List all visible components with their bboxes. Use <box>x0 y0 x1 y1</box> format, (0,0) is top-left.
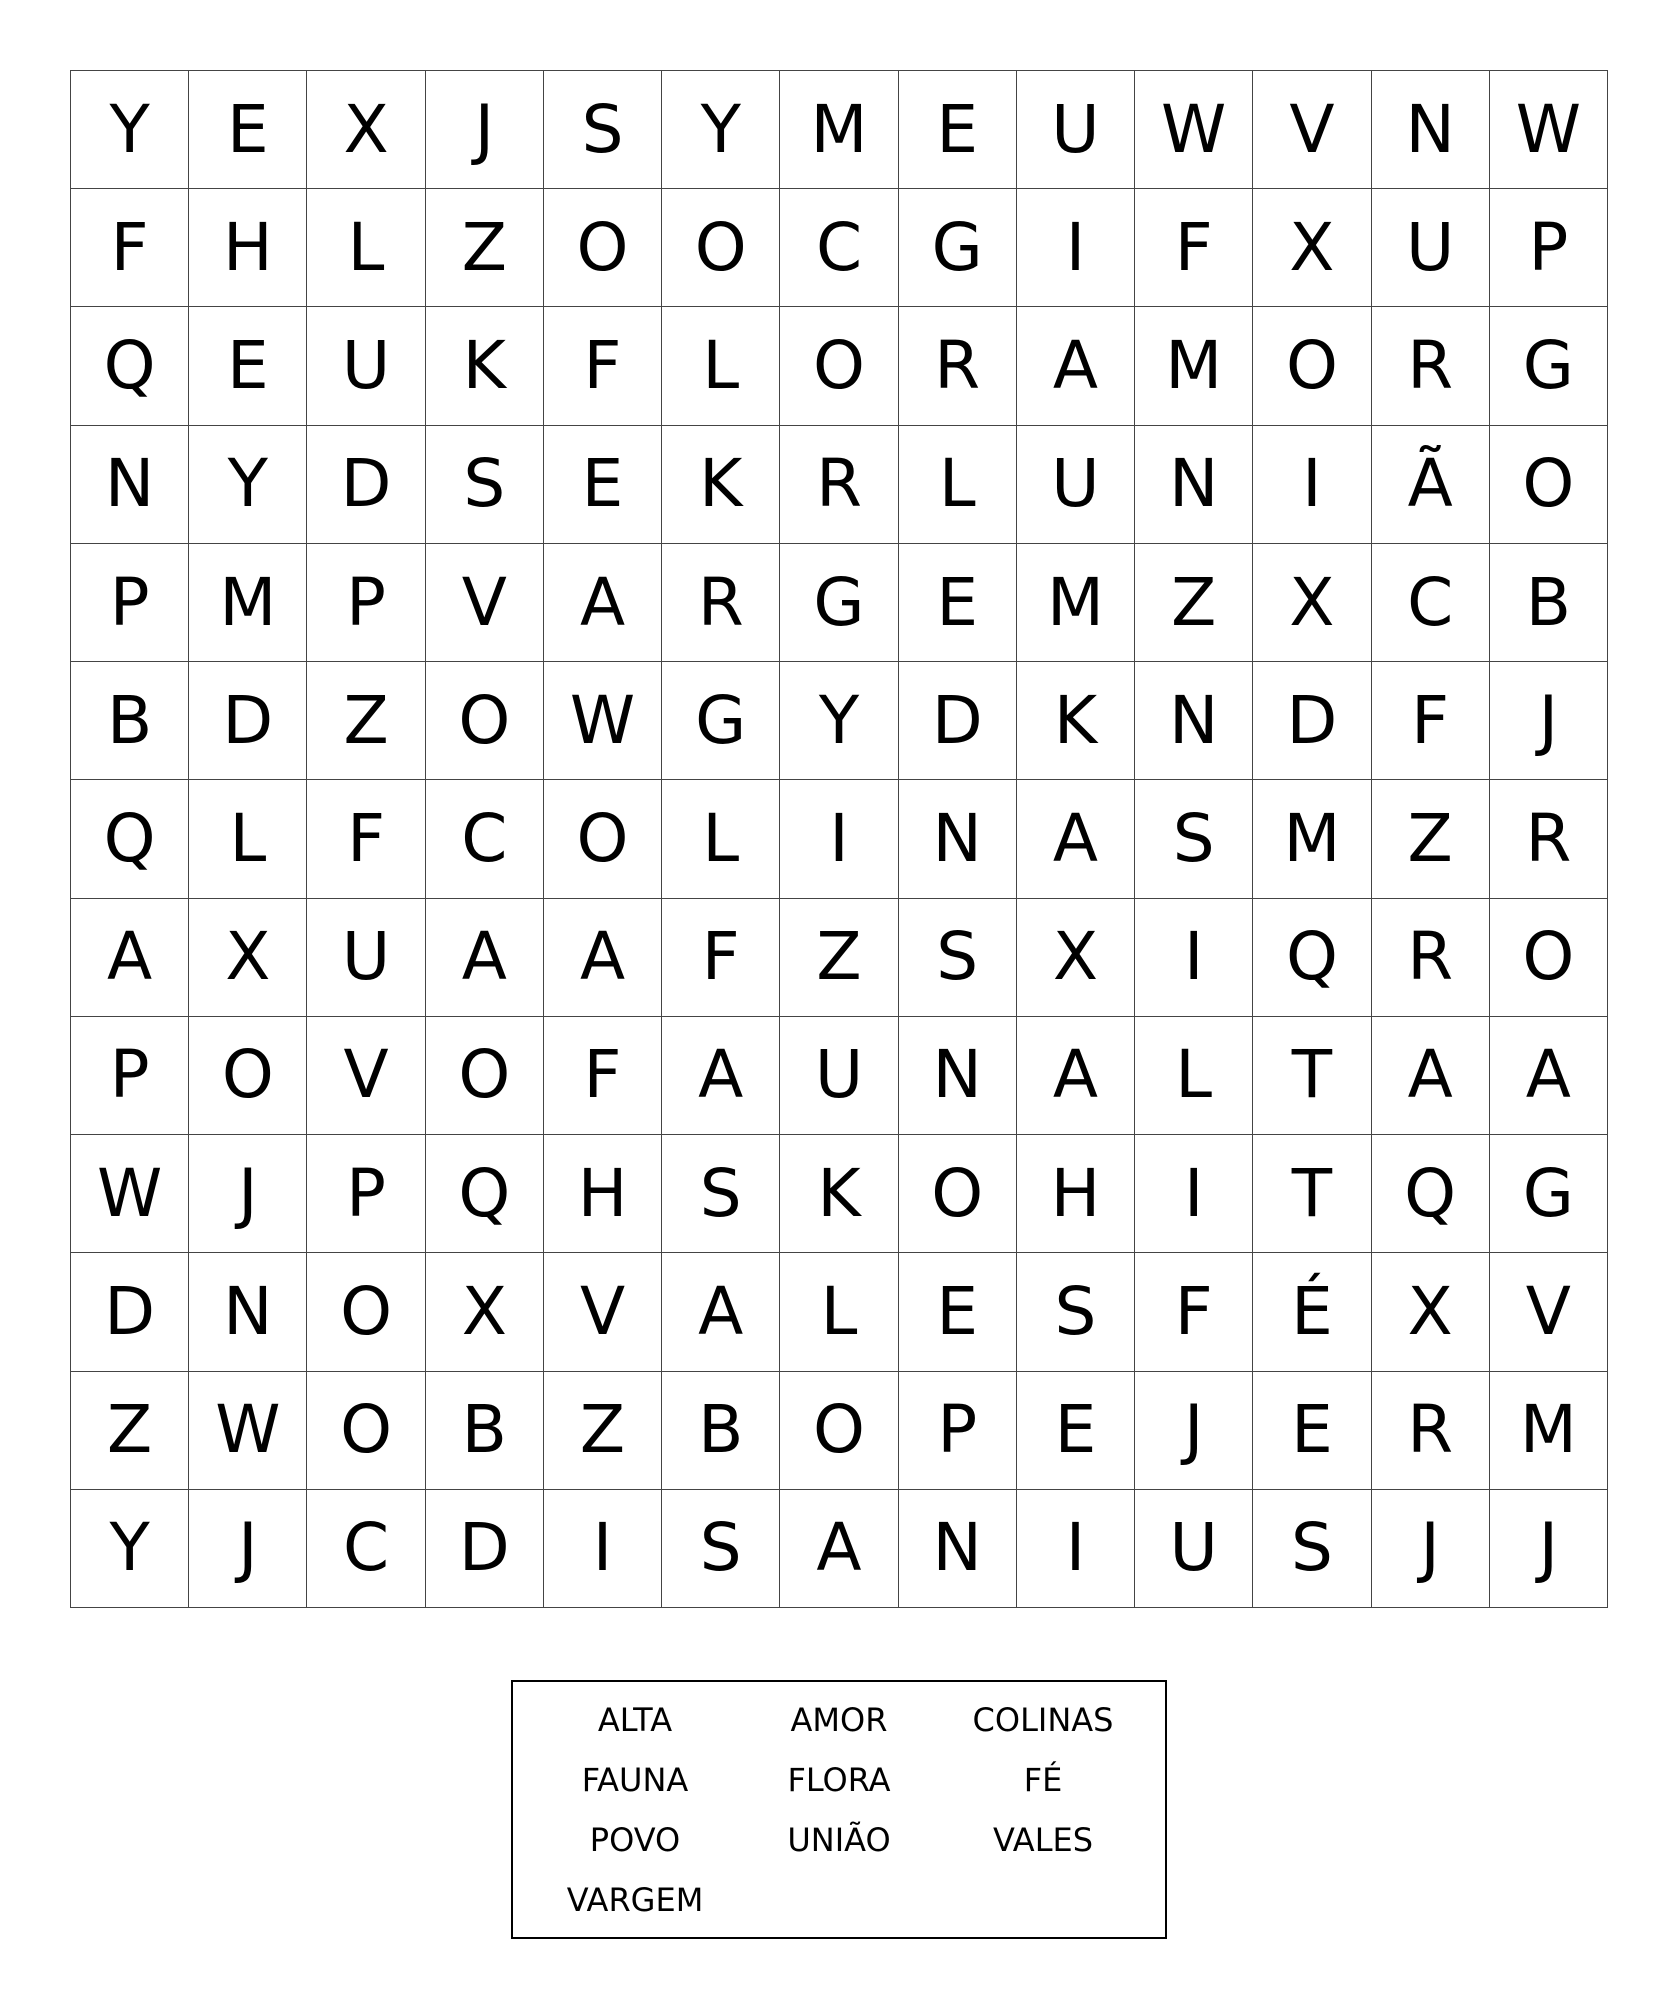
grid-cell[interactable]: B <box>1490 544 1608 662</box>
grid-cell[interactable]: Q <box>426 1135 544 1253</box>
grid-cell[interactable]: S <box>426 426 544 544</box>
grid-cell[interactable]: E <box>189 307 307 425</box>
grid-cell[interactable]: J <box>189 1135 307 1253</box>
grid-cell[interactable]: N <box>1372 71 1490 189</box>
grid-cell[interactable]: O <box>662 189 780 307</box>
grid-cell[interactable]: M <box>780 71 898 189</box>
word-list-item: UNIÃO <box>787 1821 891 1859</box>
grid-cell[interactable]: Q <box>1253 899 1371 1017</box>
grid-cell[interactable]: G <box>780 544 898 662</box>
grid-cell[interactable]: O <box>426 1017 544 1135</box>
word-list-item: VALES <box>992 1821 1094 1859</box>
grid-cell[interactable]: Z <box>71 1372 189 1490</box>
grid-cell[interactable]: Y <box>71 71 189 189</box>
grid-cell[interactable]: A <box>1017 1017 1135 1135</box>
grid-cell[interactable]: O <box>1253 307 1371 425</box>
grid-cell[interactable]: R <box>899 307 1017 425</box>
word-list-item: FLORA <box>787 1761 891 1799</box>
grid-cell[interactable]: A <box>1017 307 1135 425</box>
grid-cell[interactable]: I <box>1017 1490 1135 1608</box>
grid-cell[interactable]: B <box>71 662 189 780</box>
grid-cell[interactable]: S <box>544 71 662 189</box>
grid-cell[interactable]: L <box>189 780 307 898</box>
grid-cell[interactable]: F <box>662 899 780 1017</box>
grid-cell[interactable]: S <box>1253 1490 1371 1608</box>
grid-cell[interactable]: I <box>1135 899 1253 1017</box>
grid-cell[interactable]: S <box>899 899 1017 1017</box>
grid-cell[interactable]: U <box>780 1017 898 1135</box>
grid-cell[interactable]: Ã <box>1372 426 1490 544</box>
grid-cell[interactable]: A <box>1490 1017 1608 1135</box>
grid-cell[interactable]: M <box>189 544 307 662</box>
grid-cell[interactable]: K <box>1017 662 1135 780</box>
grid-cell[interactable]: W <box>189 1372 307 1490</box>
grid-cell[interactable]: W <box>71 1135 189 1253</box>
grid-cell[interactable]: K <box>780 1135 898 1253</box>
grid-cell[interactable]: U <box>307 899 425 1017</box>
grid-cell[interactable]: V <box>307 1017 425 1135</box>
grid-cell[interactable]: A <box>662 1253 780 1371</box>
grid-cell[interactable]: N <box>189 1253 307 1371</box>
grid-cell[interactable]: Z <box>307 662 425 780</box>
grid-cell[interactable]: N <box>71 426 189 544</box>
grid-cell[interactable]: E <box>189 71 307 189</box>
grid-cell[interactable]: P <box>1490 189 1608 307</box>
grid-cell[interactable]: O <box>544 189 662 307</box>
grid-cell[interactable]: X <box>1253 189 1371 307</box>
grid-cell[interactable]: S <box>662 1490 780 1608</box>
grid-cell[interactable]: E <box>544 426 662 544</box>
grid-cell[interactable]: U <box>307 307 425 425</box>
grid-cell[interactable]: D <box>307 426 425 544</box>
grid-cell[interactable]: Y <box>189 426 307 544</box>
grid-cell[interactable]: L <box>307 189 425 307</box>
grid-cell[interactable]: O <box>307 1253 425 1371</box>
grid-cell[interactable]: A <box>662 1017 780 1135</box>
grid-cell[interactable]: J <box>426 71 544 189</box>
grid-cell[interactable]: Z <box>1135 544 1253 662</box>
grid-cell[interactable]: H <box>544 1135 662 1253</box>
grid-cell[interactable]: L <box>899 426 1017 544</box>
grid-cell[interactable]: X <box>426 1253 544 1371</box>
grid-cell[interactable]: F <box>1135 189 1253 307</box>
word-list-item: FAUNA <box>581 1761 689 1799</box>
grid-cell[interactable]: I <box>780 780 898 898</box>
grid-cell[interactable]: N <box>1135 426 1253 544</box>
grid-cell[interactable]: K <box>662 426 780 544</box>
grid-cell[interactable]: F <box>544 307 662 425</box>
word-list-item: VARGEM <box>566 1881 704 1919</box>
grid-cell[interactable]: D <box>426 1490 544 1608</box>
grid-cell[interactable]: R <box>1372 1372 1490 1490</box>
grid-cell[interactable]: S <box>1017 1253 1135 1371</box>
grid-cell[interactable]: Y <box>780 662 898 780</box>
word-list-item: AMOR <box>790 1701 888 1739</box>
grid-cell[interactable]: P <box>71 1017 189 1135</box>
grid-cell[interactable]: U <box>1017 426 1135 544</box>
grid-cell[interactable]: O <box>1490 426 1608 544</box>
grid-cell[interactable]: M <box>1490 1372 1608 1490</box>
grid-cell[interactable]: I <box>544 1490 662 1608</box>
grid-cell[interactable]: A <box>426 899 544 1017</box>
grid-cell[interactable]: R <box>1490 780 1608 898</box>
grid-cell[interactable]: Z <box>780 899 898 1017</box>
grid-cell[interactable]: O <box>899 1135 1017 1253</box>
letter-grid <box>70 70 1608 1608</box>
grid-cell[interactable]: X <box>1253 544 1371 662</box>
grid-cell[interactable]: B <box>662 1372 780 1490</box>
grid-cell[interactable]: N <box>899 1017 1017 1135</box>
grid-cell[interactable]: B <box>426 1372 544 1490</box>
grid-cell[interactable]: Y <box>71 1490 189 1608</box>
word-list-box <box>511 1680 1167 1939</box>
grid-cell[interactable]: F <box>1372 662 1490 780</box>
grid-cell[interactable]: O <box>1490 899 1608 1017</box>
grid-cell[interactable]: J <box>1490 1490 1608 1608</box>
grid-cell[interactable]: Q <box>71 307 189 425</box>
grid-cell[interactable]: U <box>1017 71 1135 189</box>
grid-cell[interactable]: R <box>1372 899 1490 1017</box>
grid-cell[interactable]: E <box>1253 1372 1371 1490</box>
grid-cell[interactable]: M <box>1253 780 1371 898</box>
grid-cell[interactable]: C <box>780 189 898 307</box>
word-list-item: ALTA <box>597 1701 673 1739</box>
grid-cell[interactable]: A <box>71 899 189 1017</box>
grid-cell[interactable]: G <box>899 189 1017 307</box>
grid-cell[interactable]: E <box>899 71 1017 189</box>
grid-cell[interactable]: F <box>307 780 425 898</box>
grid-cell[interactable]: I <box>1253 426 1371 544</box>
grid-cell[interactable]: D <box>189 662 307 780</box>
grid-cell[interactable]: E <box>1017 1372 1135 1490</box>
grid-cell[interactable]: G <box>1490 307 1608 425</box>
grid-cell[interactable]: É <box>1253 1253 1371 1371</box>
grid-cell[interactable]: G <box>662 662 780 780</box>
grid-cell[interactable]: N <box>899 1490 1017 1608</box>
grid-cell[interactable]: W <box>1490 71 1608 189</box>
grid-cell[interactable]: Y <box>662 71 780 189</box>
grid-cell[interactable]: L <box>662 780 780 898</box>
grid-cell[interactable]: C <box>307 1490 425 1608</box>
grid-cell[interactable]: X <box>307 71 425 189</box>
grid-cell[interactable]: T <box>1253 1135 1371 1253</box>
grid-cell[interactable]: L <box>780 1253 898 1371</box>
grid-cell[interactable]: A <box>780 1490 898 1608</box>
grid-cell[interactable]: M <box>1017 544 1135 662</box>
word-list-item: POVO <box>589 1821 681 1859</box>
grid-cell[interactable]: V <box>544 1253 662 1371</box>
grid-cell[interactable]: R <box>662 544 780 662</box>
grid-cell[interactable]: J <box>1372 1490 1490 1608</box>
grid-cell[interactable]: Q <box>1372 1135 1490 1253</box>
grid-cell[interactable]: S <box>662 1135 780 1253</box>
grid-cell[interactable]: I <box>1135 1135 1253 1253</box>
grid-cell[interactable]: V <box>1253 71 1371 189</box>
word-list-item: FÉ <box>1023 1761 1063 1799</box>
grid-cell[interactable]: L <box>662 307 780 425</box>
grid-cell[interactable]: F <box>544 1017 662 1135</box>
grid-cell[interactable]: P <box>307 1135 425 1253</box>
grid-cell[interactable]: K <box>426 307 544 425</box>
grid-cell[interactable]: Z <box>544 1372 662 1490</box>
grid-cell[interactable]: F <box>71 189 189 307</box>
grid-cell[interactable]: Z <box>426 189 544 307</box>
grid-cell[interactable]: P <box>899 1372 1017 1490</box>
grid-cell[interactable]: O <box>426 662 544 780</box>
grid-cell[interactable]: E <box>899 1253 1017 1371</box>
grid-cell[interactable]: J <box>189 1490 307 1608</box>
grid-cell[interactable]: J <box>1490 662 1608 780</box>
grid-cell[interactable]: T <box>1253 1017 1371 1135</box>
grid-cell[interactable]: U <box>1372 189 1490 307</box>
grid-cell[interactable]: N <box>899 780 1017 898</box>
grid-cell[interactable]: O <box>544 780 662 898</box>
grid-cell[interactable]: G <box>1490 1135 1608 1253</box>
grid-cell[interactable]: R <box>1372 307 1490 425</box>
grid-cell[interactable]: N <box>1135 662 1253 780</box>
grid-cell[interactable]: D <box>899 662 1017 780</box>
grid-cell[interactable]: M <box>1135 307 1253 425</box>
grid-cell[interactable]: O <box>780 1372 898 1490</box>
grid-cell[interactable]: F <box>1135 1253 1253 1371</box>
grid-cell[interactable]: L <box>1135 1017 1253 1135</box>
grid-cell[interactable]: Z <box>1372 780 1490 898</box>
grid-cell[interactable]: X <box>189 899 307 1017</box>
grid-cell[interactable]: C <box>426 780 544 898</box>
grid-cell[interactable]: O <box>780 307 898 425</box>
grid-cell[interactable]: V <box>426 544 544 662</box>
grid-cell[interactable]: I <box>1017 189 1135 307</box>
grid-cell[interactable]: O <box>307 1372 425 1490</box>
grid-cell[interactable]: A <box>1017 780 1135 898</box>
grid-cell[interactable]: P <box>71 544 189 662</box>
grid-cell[interactable]: S <box>1135 780 1253 898</box>
grid-cell[interactable]: V <box>1490 1253 1608 1371</box>
grid-cell[interactable]: O <box>189 1017 307 1135</box>
grid-cell[interactable]: E <box>899 544 1017 662</box>
grid-cell[interactable]: A <box>544 899 662 1017</box>
grid-cell[interactable]: D <box>71 1253 189 1371</box>
word-list-item: COLINAS <box>972 1701 1114 1739</box>
grid-cell[interactable]: Q <box>71 780 189 898</box>
grid-cell[interactable]: H <box>1017 1135 1135 1253</box>
grid-cell[interactable]: A <box>1372 1017 1490 1135</box>
grid-cell[interactable]: X <box>1017 899 1135 1017</box>
grid-cell[interactable]: C <box>1372 544 1490 662</box>
grid-cell[interactable]: D <box>1253 662 1371 780</box>
grid-cell[interactable]: X <box>1372 1253 1490 1371</box>
grid-cell[interactable]: H <box>189 189 307 307</box>
grid-cell[interactable]: A <box>544 544 662 662</box>
grid-cell[interactable]: P <box>307 544 425 662</box>
grid-cell[interactable]: U <box>1135 1490 1253 1608</box>
grid-cell[interactable]: W <box>544 662 662 780</box>
grid-cell[interactable]: W <box>1135 71 1253 189</box>
grid-cell[interactable]: J <box>1135 1372 1253 1490</box>
grid-cell[interactable]: R <box>780 426 898 544</box>
